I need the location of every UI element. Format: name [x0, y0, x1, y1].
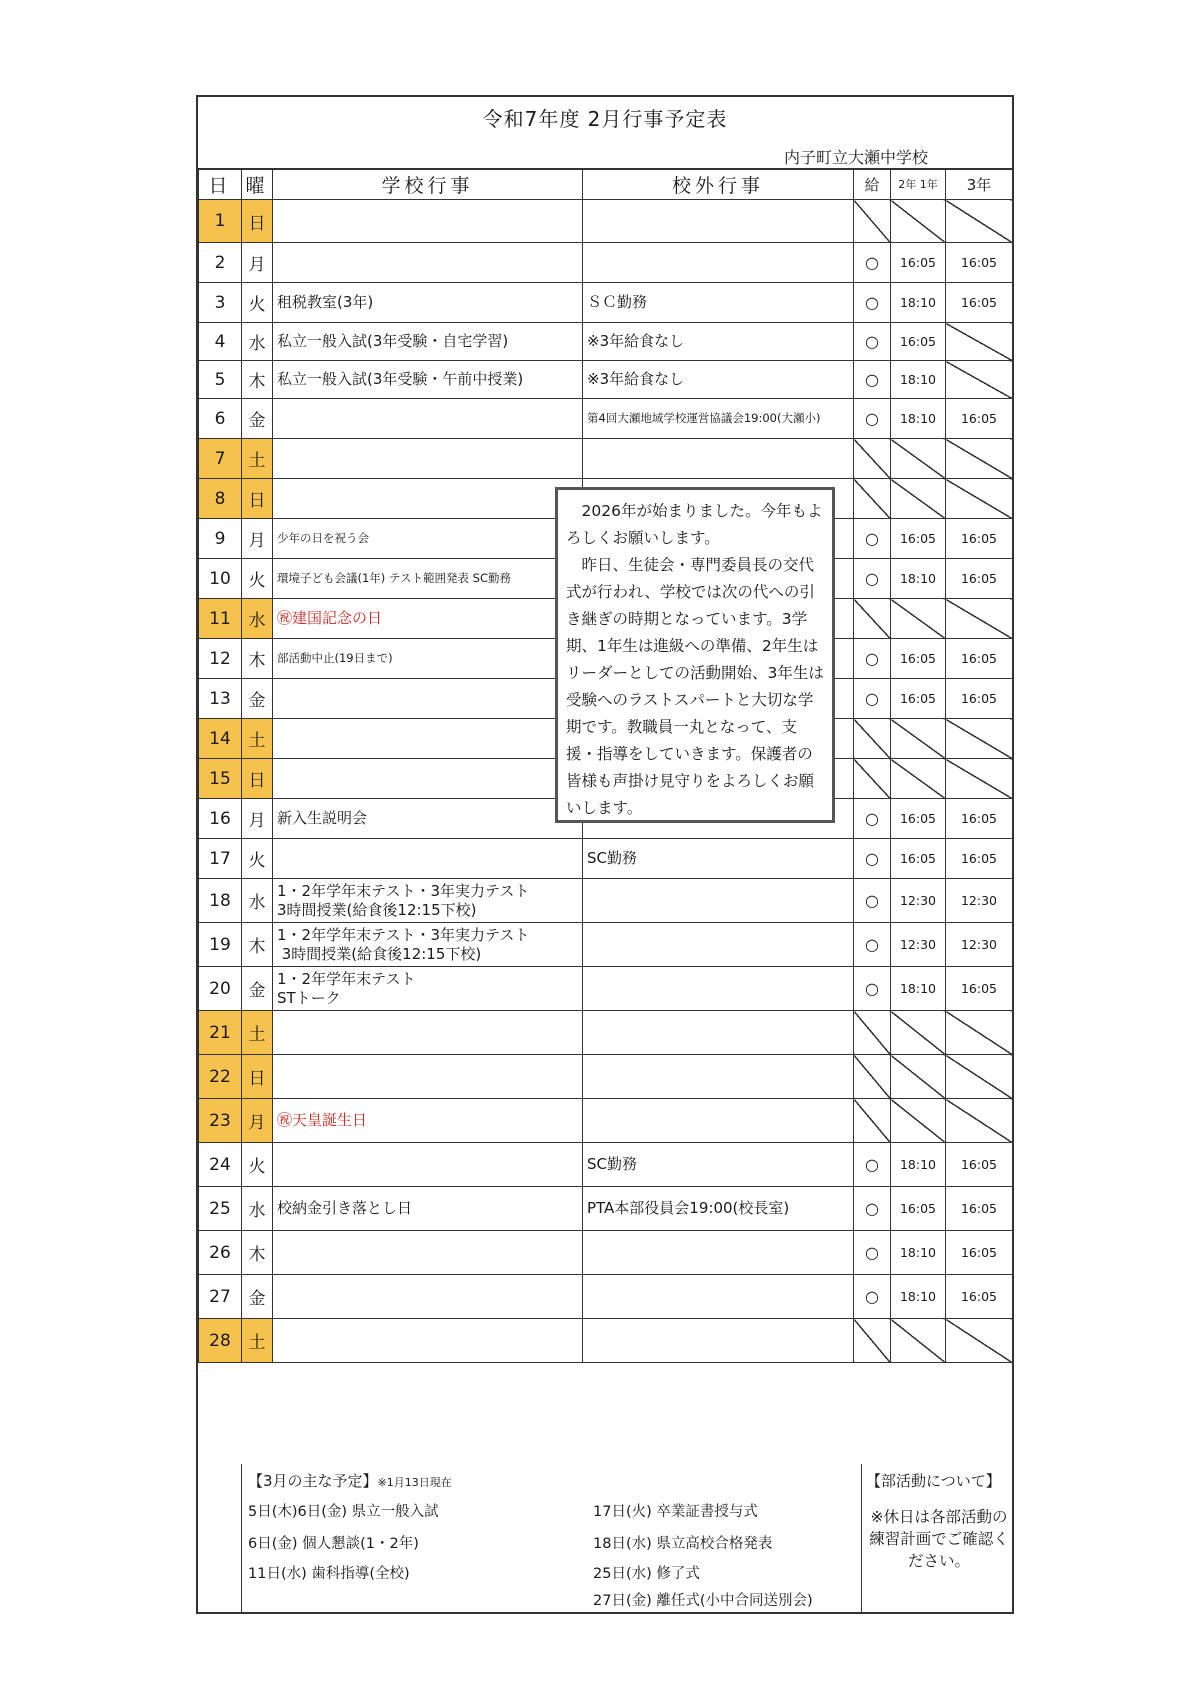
lunch-mark: ○ [854, 323, 891, 361]
lunch-mark: ○ [854, 1143, 891, 1187]
day-number: 17 [199, 839, 242, 879]
school-event [273, 479, 583, 519]
grade3-time [946, 361, 1013, 399]
day-number: 23 [199, 1099, 242, 1143]
day-number: 9 [199, 519, 242, 559]
weekday: 土 [242, 439, 273, 479]
table-row [199, 361, 1013, 399]
lunch-mark [854, 200, 891, 243]
outside-event [583, 1099, 854, 1143]
school-event [273, 839, 583, 879]
day-number: 2 [199, 243, 242, 283]
day-number: 18 [199, 879, 242, 923]
table-row [199, 839, 1013, 879]
grade12-time [891, 719, 946, 759]
school-event: ㊗建国記念の日 [273, 599, 583, 639]
weekday: 土 [242, 1011, 273, 1055]
table-header-row [199, 170, 1013, 200]
day-number: 1 [199, 200, 242, 243]
outside-event [583, 1319, 854, 1363]
weekday: 木 [242, 361, 273, 399]
grade3-time [946, 479, 1013, 519]
day-number: 21 [199, 1011, 242, 1055]
outside-event [583, 1275, 854, 1319]
outside-event [583, 1055, 854, 1099]
grade3-time [946, 200, 1013, 243]
lunch-mark: ○ [854, 1187, 891, 1231]
weekday: 火 [242, 1143, 273, 1187]
page-title: 令和7年度 2月行事予定表 [482, 107, 728, 131]
school-event-line: 1・2年学年末テスト・3年実力テスト [277, 925, 530, 944]
outside-event [583, 200, 854, 243]
weekday: 金 [242, 679, 273, 719]
weekday: 土 [242, 1319, 273, 1363]
grade3-time: 16:05 [946, 1143, 1013, 1187]
lunch-mark [854, 1011, 891, 1055]
day-number: 12 [199, 639, 242, 679]
day-number: 22 [199, 1055, 242, 1099]
day-number: 8 [199, 479, 242, 519]
grade3-time [946, 1319, 1013, 1363]
march-asof: ※1月13日現在 [377, 1476, 452, 1489]
grade3-time: 16:05 [946, 1275, 1013, 1319]
outside-event: ※3年給食なし [583, 361, 854, 399]
grade12-time: 18:10 [891, 399, 946, 439]
lunch-mark: ○ [854, 923, 891, 967]
grade3-time: 16:05 [946, 1187, 1013, 1231]
grade12-time: 16:05 [891, 679, 946, 719]
grade3-time: 16:05 [946, 399, 1013, 439]
school-event: 少年の日を祝う会 [273, 519, 583, 559]
weekday: 火 [242, 559, 273, 599]
day-number: 27 [199, 1275, 242, 1319]
weekday: 月 [242, 243, 273, 283]
notice-paragraph: 昨日、生徒会・専門委員長の交代式が行われ、学校では次の代への引き継ぎの時期となっています。3学期、1年生は進級への準備、2年生はリーダーとしての活動開始、3年生は受験へのラストスパートと大切な学期です。教職員一丸となって、支援・指導をしていきます。保護者の皆様も声掛け見守りをよろしくお願いします。 [566, 556, 824, 817]
weekday: 木 [242, 1231, 273, 1275]
lunch-mark [854, 1099, 891, 1143]
school-event [273, 679, 583, 719]
march-left-item: 11日(水) 歯科指導(全校) [248, 1566, 410, 1582]
table-row [199, 1143, 1013, 1187]
school-event [273, 243, 583, 283]
march-right-item: 27日(金) 離任式(小中合同送別会) [593, 1593, 813, 1609]
table-row [199, 399, 1013, 439]
table-row [199, 923, 1013, 967]
lunch-mark [854, 719, 891, 759]
grade3-time [946, 759, 1013, 799]
lunch-mark [854, 439, 891, 479]
lunch-mark: ○ [854, 283, 891, 323]
school-event-line: 1・2年学年末テスト [277, 969, 416, 988]
table-row [199, 1231, 1013, 1275]
grade3-time [946, 1099, 1013, 1143]
grade3-time [946, 1011, 1013, 1055]
school-event-line: STトーク [277, 988, 341, 1007]
lunch-mark: ○ [854, 967, 891, 1011]
day-number: 10 [199, 559, 242, 599]
weekday: 金 [242, 1275, 273, 1319]
grade12-time [891, 1099, 946, 1143]
day-number: 24 [199, 1143, 242, 1187]
table-row [199, 1275, 1013, 1319]
weekday: 日 [242, 759, 273, 799]
school-event [273, 1143, 583, 1187]
day-number: 6 [199, 399, 242, 439]
school-event [273, 200, 583, 243]
school-event [273, 1275, 583, 1319]
school-event [273, 399, 583, 439]
march-left-item: 5日(木)6日(金) 県立一般入試 [248, 1504, 439, 1520]
weekday: 月 [242, 1099, 273, 1143]
grade12-time [891, 200, 946, 243]
grade3-time: 16:05 [946, 243, 1013, 283]
weekday: 月 [242, 519, 273, 559]
march-right-item: 17日(火) 卒業証書授与式 [593, 1504, 758, 1520]
school-event-line: 3時間授業(給食後12:15下校) [277, 900, 477, 919]
grade3-time: 12:30 [946, 879, 1013, 923]
school-event: 私立一般入試(3年受験・自宅学習) [273, 323, 583, 361]
footer-divider [861, 1464, 862, 1614]
weekday: 金 [242, 967, 273, 1011]
weekday: 日 [242, 1055, 273, 1099]
grade12-time: 12:30 [891, 923, 946, 967]
outside-event: SC勤務 [583, 1143, 854, 1187]
schedule-sheet [196, 95, 1014, 1614]
school-event: 私立一般入試(3年受験・午前中授業) [273, 361, 583, 399]
grade12-time [891, 1011, 946, 1055]
outside-event: PTA本部役員会19:00(校長室) [583, 1187, 854, 1231]
march-left-item: 6日(金) 個人懇談(1・2年) [248, 1536, 419, 1552]
grade12-time [891, 599, 946, 639]
grade3-time [946, 439, 1013, 479]
march-right-item: 18日(水) 県立高校合格発表 [593, 1536, 773, 1552]
lunch-mark: ○ [854, 879, 891, 923]
table-row [199, 439, 1013, 479]
lunch-mark: ○ [854, 1275, 891, 1319]
weekday: 木 [242, 639, 273, 679]
notice-paragraph: 2026年が始まりました。今年もよろしくお願いします。 [566, 502, 823, 547]
weekday: 水 [242, 599, 273, 639]
day-number: 15 [199, 759, 242, 799]
weekday: 水 [242, 879, 273, 923]
school-event [273, 719, 583, 759]
lunch-mark [854, 479, 891, 519]
weekday: 土 [242, 719, 273, 759]
grade12-time: 16:05 [891, 1187, 946, 1231]
header-weekday: 曜 [242, 170, 273, 200]
header-outside-events: 校外行事 [583, 170, 854, 200]
march-right-item: 25日(水) 修了式 [593, 1566, 700, 1582]
grade12-time: 16:05 [891, 799, 946, 839]
header-lunch: 給 [854, 170, 891, 200]
grade12-time: 18:10 [891, 361, 946, 399]
grade12-time: 18:10 [891, 1275, 946, 1319]
grade12-time: 18:10 [891, 1143, 946, 1187]
outside-event: SC勤務 [583, 839, 854, 879]
footer-section [198, 1464, 1012, 1614]
club-note: ※休日は各部活動の練習計画でご確認ください。 [869, 1508, 1009, 1570]
header-grade12: 2年 1年 [891, 170, 946, 200]
table-row [199, 1187, 1013, 1231]
grade12-time: 18:10 [891, 283, 946, 323]
grade3-time: 16:05 [946, 839, 1013, 879]
table-row [199, 967, 1013, 1011]
school-event: ㊗天皇誕生日 [273, 1099, 583, 1143]
weekday: 木 [242, 923, 273, 967]
day-number: 26 [199, 1231, 242, 1275]
lunch-mark: ○ [854, 839, 891, 879]
school-event: 校納金引き落とし日 [273, 1187, 583, 1231]
school-event [273, 1231, 583, 1275]
day-number: 28 [199, 1319, 242, 1363]
lunch-mark: ○ [854, 243, 891, 283]
lunch-mark: ○ [854, 361, 891, 399]
outside-event [583, 243, 854, 283]
grade3-time: 16:05 [946, 283, 1013, 323]
grade3-time: 16:05 [946, 559, 1013, 599]
table-row [199, 1099, 1013, 1143]
outside-event [583, 439, 854, 479]
club-heading: 【部活動について】 [866, 1472, 1001, 1490]
lunch-mark: ○ [854, 399, 891, 439]
outside-event [583, 967, 854, 1011]
day-number: 20 [199, 967, 242, 1011]
weekday: 月 [242, 799, 273, 839]
grade12-time [891, 439, 946, 479]
table-row [199, 1055, 1013, 1099]
footer-left-spacer [198, 1464, 242, 1614]
grade3-time: 16:05 [946, 679, 1013, 719]
weekday: 火 [242, 283, 273, 323]
grade3-time: 16:05 [946, 519, 1013, 559]
grade12-time: 16:05 [891, 243, 946, 283]
outside-event: 第4回大瀬地域学校運営協議会19:00(大瀬小) [583, 399, 854, 439]
school-event [273, 879, 583, 923]
weekday: 金 [242, 399, 273, 439]
school-event [273, 1319, 583, 1363]
school-event: 新入生説明会 [273, 799, 583, 839]
grade3-time: 16:05 [946, 799, 1013, 839]
grade12-time: 16:05 [891, 639, 946, 679]
lunch-mark: ○ [854, 639, 891, 679]
school-event: 環境子ども会議(1年) テスト範囲発表 SC勤務 [273, 559, 583, 599]
weekday: 火 [242, 839, 273, 879]
table-row [199, 879, 1013, 923]
outside-event: ＳＣ勤務 [583, 283, 854, 323]
day-number: 25 [199, 1187, 242, 1231]
lunch-mark [854, 1319, 891, 1363]
weekday: 水 [242, 323, 273, 361]
grade12-time: 16:05 [891, 519, 946, 559]
outside-event [583, 879, 854, 923]
grade12-time: 18:10 [891, 1231, 946, 1275]
outside-event [583, 1011, 854, 1055]
header-day: 日 [199, 170, 242, 200]
lunch-mark [854, 1055, 891, 1099]
table-row [199, 200, 1013, 243]
march-heading: 【3月の主な予定】※1月13日現在 [248, 1472, 452, 1490]
grade3-time: 16:05 [946, 1231, 1013, 1275]
lunch-mark: ○ [854, 519, 891, 559]
header-school-events: 学校行事 [273, 170, 583, 200]
school-event: 部活動中止(19日まで) [273, 639, 583, 679]
weekday: 日 [242, 200, 273, 243]
lunch-mark [854, 599, 891, 639]
lunch-mark: ○ [854, 679, 891, 719]
day-number: 19 [199, 923, 242, 967]
school-event [273, 923, 583, 967]
grade3-time: 16:05 [946, 967, 1013, 1011]
school-event [273, 967, 583, 1011]
table-row [199, 1319, 1013, 1363]
grade12-time [891, 759, 946, 799]
table-row [199, 283, 1013, 323]
grade3-time [946, 1055, 1013, 1099]
lunch-mark: ○ [854, 799, 891, 839]
lunch-mark [854, 759, 891, 799]
day-number: 16 [199, 799, 242, 839]
grade3-time [946, 323, 1013, 361]
school-event [273, 759, 583, 799]
grade12-time: 18:10 [891, 967, 946, 1011]
day-number: 4 [199, 323, 242, 361]
grade12-time [891, 1055, 946, 1099]
school-event [273, 1055, 583, 1099]
school-event: 租税教室(3年) [273, 283, 583, 323]
table-row [199, 1011, 1013, 1055]
table-row [199, 243, 1013, 283]
outside-event [583, 1231, 854, 1275]
weekday: 水 [242, 1187, 273, 1231]
lunch-mark: ○ [854, 1231, 891, 1275]
grade3-time: 16:05 [946, 639, 1013, 679]
day-number: 14 [199, 719, 242, 759]
outside-event [583, 923, 854, 967]
grade12-time: 18:10 [891, 559, 946, 599]
day-number: 3 [199, 283, 242, 323]
day-number: 13 [199, 679, 242, 719]
header-grade3: 3年 [946, 170, 1013, 200]
table-row [199, 323, 1013, 361]
weekday: 日 [242, 479, 273, 519]
grade12-time: 16:05 [891, 839, 946, 879]
school-event-line: 3時間授業(給食後12:15下校) [277, 944, 482, 963]
day-number: 7 [199, 439, 242, 479]
school-event-line: 1・2年学年末テスト・3年実力テスト [277, 881, 530, 900]
grade12-time: 16:05 [891, 323, 946, 361]
grade3-time [946, 719, 1013, 759]
school-event [273, 439, 583, 479]
grade3-time: 12:30 [946, 923, 1013, 967]
day-number: 11 [199, 599, 242, 639]
lunch-mark: ○ [854, 559, 891, 599]
outside-event: ※3年給食なし [583, 323, 854, 361]
school-event [273, 1011, 583, 1055]
grade3-time [946, 599, 1013, 639]
school-name: 内子町立大瀬中学校 [783, 148, 928, 167]
grade12-time [891, 479, 946, 519]
grade12-time [891, 1319, 946, 1363]
notice-box [555, 487, 835, 823]
grade12-time: 12:30 [891, 879, 946, 923]
day-number: 5 [199, 361, 242, 399]
